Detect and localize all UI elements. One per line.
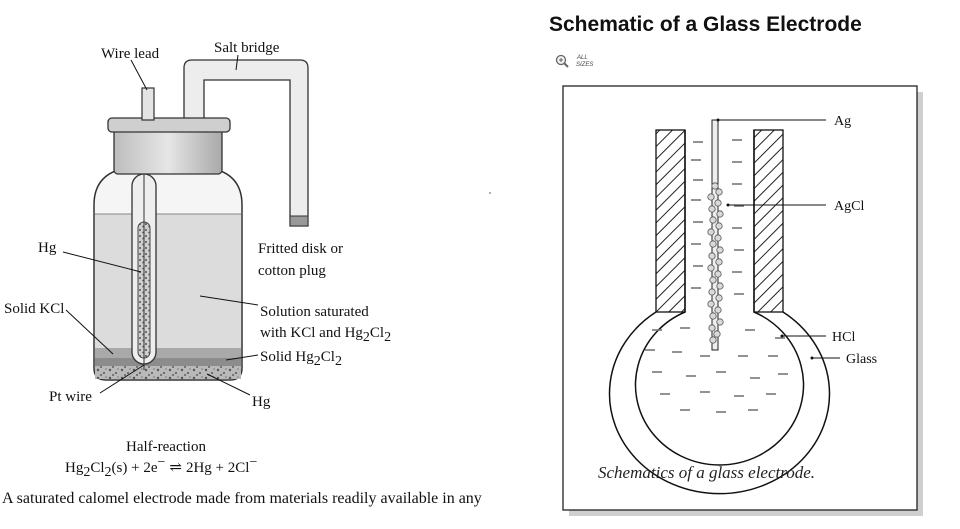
- panel-title: Schematic of a Glass Electrode: [549, 13, 862, 36]
- half-reaction-equation: Hg2Cl2(s) + 2e− ⇌ 2Hg + 2Cl−: [65, 455, 258, 480]
- label-hcl: HCl: [832, 330, 856, 345]
- all-sizes-line-1[interactable]: ALL: [577, 55, 588, 61]
- label-hg-top: Hg: [38, 240, 57, 256]
- half-reaction-heading: Half-reaction: [126, 439, 206, 455]
- label-solution-1: Solution saturated: [260, 304, 369, 320]
- magnifier-plus-icon[interactable]: [557, 56, 569, 68]
- left-caption: A saturated calomel electrode made from materials readily available in any: [2, 490, 482, 507]
- label-pt-wire: Pt wire: [49, 389, 92, 405]
- label-ag: Ag: [834, 114, 852, 129]
- label-glass: Glass: [846, 352, 878, 367]
- label-agcl: AgCl: [834, 199, 865, 214]
- jar-cap-rim: [108, 118, 230, 132]
- glass-electrode-panel: [549, 13, 923, 516]
- label-fritted-1: Fritted disk or: [258, 241, 343, 257]
- label-solid-kcl: Solid KCl: [4, 301, 65, 317]
- label-fritted-2: cotton plug: [258, 263, 326, 279]
- label-solid-hg2cl2: Solid Hg2Cl2: [260, 349, 342, 369]
- calomel-electrode-diagram: [2, 40, 482, 507]
- wire-lead-tube: [142, 88, 154, 120]
- solid-hg2cl2-layer: [95, 358, 241, 366]
- label-hg-bottom: Hg: [252, 394, 271, 410]
- glass-wall-left: [656, 130, 685, 312]
- jar-cap: [114, 128, 222, 174]
- mercury-pool: [95, 366, 241, 379]
- saturated-solution: [95, 214, 241, 348]
- all-sizes-line-2[interactable]: SIZES: [576, 62, 594, 68]
- label-solution-2: with KCl and Hg2Cl2: [260, 325, 392, 345]
- label-wire-lead: Wire lead: [101, 46, 160, 62]
- glass-wall-right: [754, 130, 783, 312]
- fritted-disk-outer: [290, 216, 308, 226]
- figure-caption: Schematics of a glass electrode.: [598, 463, 816, 482]
- label-salt-bridge: Salt bridge: [214, 40, 280, 56]
